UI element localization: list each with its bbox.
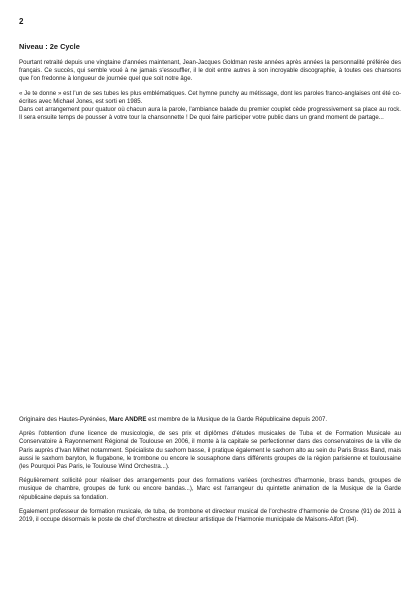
piece-description [19, 42, 401, 128]
level-heading: Niveau : 2e Cycle [19, 42, 80, 51]
author-name: Marc ANDRE [109, 416, 147, 423]
biography-intro-start: Originaire des Hautes-Pyrénées, [19, 416, 110, 423]
biography-paragraph: Régulièrement sollicité pour réaliser des arrangements pour des formations variées (orchestres d'harmonie, brass bands, groupes de musique de chambre, groupes de funk ou encore bandas...), Marc est l'arrangeur du quintette animation de la Musique de la Garde républicaine depuis sa fondation. [19, 477, 401, 501]
biography-paragraph: Après l'obtention d'une licence de musicologie, de ses prix et diplômes d'études musicales de Tuba et de Formation Musicale au Conservatoire à Rayonnement Régional de Toulouse en 2006, il monte à la capitale se perfectionner dans des conservatoires de la ville de Paris auprès d'Ivan Milhet notamment. Spécialiste du saxhorn basse, il pratique également le saxhorn alto au sein du Paris Brass Band, mais aussi le saxhorn baryton, le flugabone, le trombone ou encore le sousaphone dans différents groupes de la région parisienne et toulousaine (les Pourquoi Pas Paris, le Toulouse Wind Orchestra...). [19, 430, 401, 471]
biography-paragraph: Egalement professeur de formation musicale, de tuba, de trombone et directeur musical de l'orchestre d'harmonie de Crosne (91) de 2011 à 2019, il occupe désormais le poste de chef d'orchestre et directeur artistique de l'Harmonie municipale de Maisons-Alfort (94). [19, 507, 401, 524]
description-paragraph: Pourtant retraité depuis une vingtaine d'années maintenant, Jean-Jacques Goldman reste années après années la personnalité préférée des français. Ce succès, qui semble voué à ne jamais s'essouffler, il le doit entre autres à son incroyable discographie, à toutes ces chansons que l'on fredonne à longueur de journée quel que soit notre âge. [19, 59, 401, 83]
author-biography [19, 416, 401, 530]
description-paragraph: « Je te donne » est l'un de ses tubes les plus emblématiques. Cet hymne punchy au métissage, dont les paroles franco-anglaises ont été co-écrites avec Michael Jones, est sorti en 1985. Dans cet arrangement pour quatuor où chacun aura la parole, l'ambiance balade du premier couplet cède progressivement sa place au rock. Il sera ensuite temps de pousser à votre tour la chansonnette ! De quoi faire participer votre public dans un grand moment de partage... [19, 89, 401, 122]
page-number: 2 [19, 17, 24, 26]
biography-intro-end: est membre de la Musique de la Garde Républicaine depuis 2007. [146, 416, 328, 423]
biography-intro [19, 416, 401, 424]
